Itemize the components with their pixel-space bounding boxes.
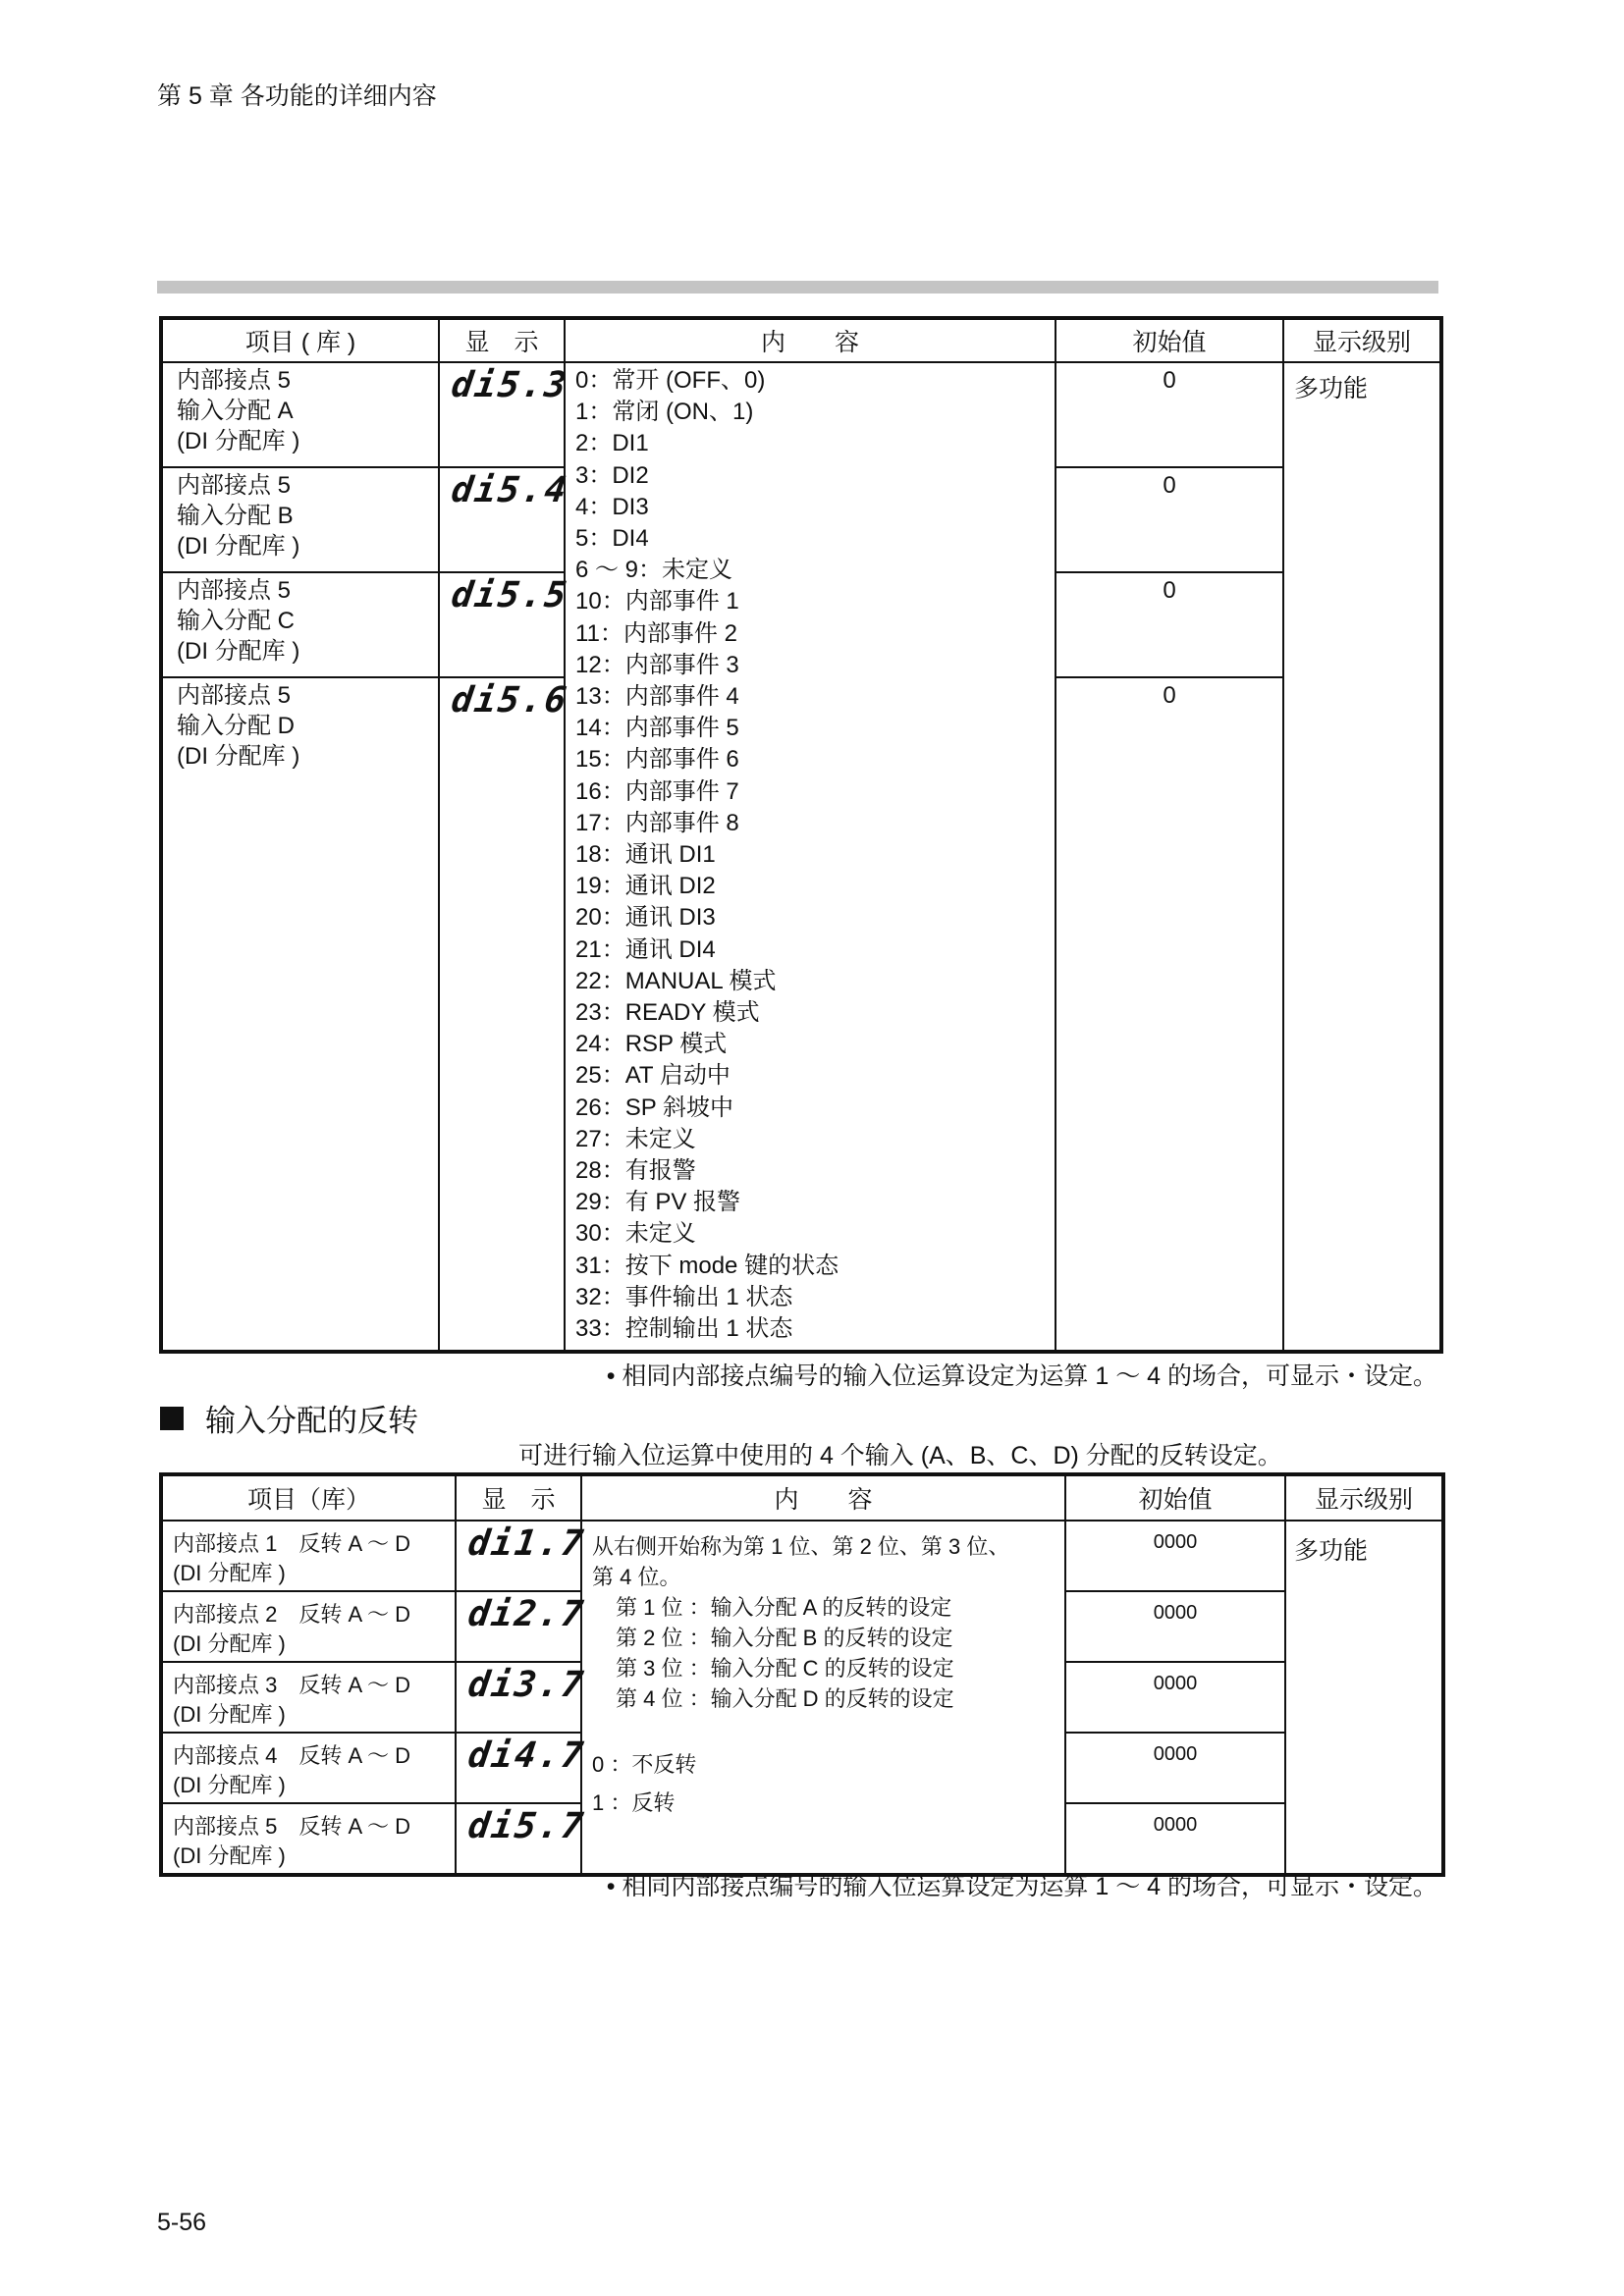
header-rule [157,281,1438,294]
item-cell: 内部接点 5 输入分配 C (DI 分配库 ) [161,572,439,677]
item-cell: 内部接点 5 输入分配 D (DI 分配库 ) [161,677,439,1352]
col-header-content: 内 容 [581,1474,1065,1521]
item-cell: 内部接点 5 反转 A ～ D (DI 分配库 ) [161,1803,456,1875]
segment-display: di5.6 [449,680,571,721]
col-header-init: 初始值 [1065,1474,1285,1521]
segment-display: di4.7 [465,1735,588,1776]
item-cell: 内部接点 5 输入分配 A (DI 分配库 ) [161,362,439,467]
display-cell [456,1662,588,1733]
item-cell: 内部接点 2 反转 A ～ D (DI 分配库 ) [161,1591,456,1662]
display-cell [456,1591,588,1662]
table2-note: • 相同内部接点编号的输入位运算设定为运算 1 ～ 4 的场合，可显示・设定。 [606,1873,1437,1900]
content-list [575,365,1045,1345]
list-item: 5：DI4 [575,525,649,553]
list-item: 22：MANUAL 模式 [575,967,777,994]
level-cell: 多功能 [1283,362,1441,1352]
segment-display: di3.7 [465,1665,588,1705]
display-cell [439,467,571,572]
list-item: 25：AT 启动中 [575,1062,731,1090]
table1-note: • 相同内部接点编号的输入位运算设定为运算 1 ～ 4 的场合，可显示・设定。 [606,1362,1437,1390]
init-cell: 0000 [1065,1803,1285,1875]
item-cell: 内部接点 5 输入分配 B (DI 分配库 ) [161,467,439,572]
parameter-table-di-assignment [159,316,1443,1354]
item-cell: 内部接点 4 反转 A ～ D (DI 分配库 ) [161,1733,456,1803]
list-item: 16：内部事件 7 [575,777,739,805]
list-item: 3：DI2 [575,461,649,489]
section-title: 输入分配的反转 [160,1396,418,1440]
content-cell [565,362,1056,1352]
table-header-row [161,1474,1443,1521]
list-item: 1：常闭 (ON、1) [575,399,754,426]
segment-display: di5.5 [449,575,571,615]
list-item: 24：RSP 模式 [575,1031,728,1058]
parameter-table-di-inversion [159,1472,1445,1877]
init-cell: 0000 [1065,1733,1285,1803]
display-cell [456,1733,588,1803]
segment-display: di5.4 [449,470,571,510]
list-item: 4：DI3 [575,493,649,520]
table-row [161,362,1441,467]
item-cell: 内部接点 3 反转 A ～ D (DI 分配库 ) [161,1662,456,1733]
content-cell: 从右侧开始称为第 1 位、第 2 位、第 3 位、 第 4 位。 第 1 位 ：输入分配 A 的反转的设定 第 2 位 ：输入分配 B 的反转的设定 第 3 位 ：输入分配 C 的反转的设定 第 4 位 ：输入分配 D 的反转的设定 0 ：不反转 1 ：反转 [581,1521,1065,1875]
init-cell: 0000 [1065,1521,1285,1591]
list-item: 29：有 PV 报警 [575,1189,741,1216]
col-header-level: 显示级别 [1283,318,1441,362]
list-item: 21：通讯 DI4 [575,935,716,963]
init-cell: 0 [1056,572,1283,677]
item-cell: 内部接点 1 反转 A ～ D (DI 分配库 ) [161,1521,456,1591]
display-cell [439,362,571,467]
init-cell: 0 [1056,677,1283,1352]
list-item: 19：通讯 DI2 [575,873,716,900]
segment-display: di1.7 [465,1523,588,1564]
init-cell: 0000 [1065,1591,1285,1662]
list-item: 27：未定义 [575,1125,696,1152]
list-item: 11：内部事件 2 [575,619,737,647]
list-item: 13：内部事件 4 [575,683,739,711]
init-cell: 0 [1056,362,1283,467]
list-item: 17：内部事件 8 [575,809,739,836]
table-row [161,1521,1443,1591]
chapter-header: 第 5 章 各功能的详细内容 [157,82,437,110]
list-item: 6 ～ 9：未定义 [575,557,733,584]
list-item: 30：未定义 [575,1220,696,1248]
col-header-item: 项目 ( 库 ) [161,318,439,362]
list-item: 33：控制输出 1 状态 [575,1315,793,1343]
page-number: 5-56 [157,2209,207,2236]
col-header-init: 初始值 [1056,318,1283,362]
segment-display: di2.7 [465,1594,588,1634]
list-item: 15：内部事件 6 [575,746,739,774]
segment-display: di5.3 [449,365,571,405]
section-description: 可进行输入位运算中使用的 4 个输入 (A、B、C、D) 分配的反转设定。 [518,1442,1282,1469]
init-cell: 0000 [1065,1662,1285,1733]
list-item: 20：通讯 DI3 [575,904,716,932]
col-header-item: 项目（库） [161,1474,456,1521]
display-cell [439,572,571,677]
list-item: 32：事件输出 1 状态 [575,1283,793,1310]
list-item: 18：通讯 DI1 [575,841,716,869]
list-item: 26：SP 斜坡中 [575,1094,733,1121]
list-item: 2：DI1 [575,430,649,457]
init-cell: 0 [1056,467,1283,572]
display-cell [456,1803,588,1875]
list-item: 14：内部事件 5 [575,715,739,742]
list-item: 31：按下 mode 键的状态 [575,1252,839,1279]
segment-display: di5.7 [465,1806,588,1846]
list-item: 23：READY 模式 [575,999,760,1027]
col-header-display: 显 示 [456,1474,581,1521]
col-header-display: 显 示 [439,318,565,362]
square-bullet-icon [160,1407,184,1430]
display-cell [439,677,571,1352]
list-item: 0：常开 (OFF、0) [575,367,766,394]
col-header-content: 内 容 [565,318,1056,362]
display-cell [456,1521,588,1591]
list-item: 12：内部事件 3 [575,651,739,678]
col-header-level: 显示级别 [1285,1474,1443,1521]
table-header-row [161,318,1441,362]
level-cell: 多功能 [1285,1521,1443,1875]
list-item: 10：内部事件 1 [575,588,739,615]
list-item: 28：有报警 [575,1157,696,1185]
